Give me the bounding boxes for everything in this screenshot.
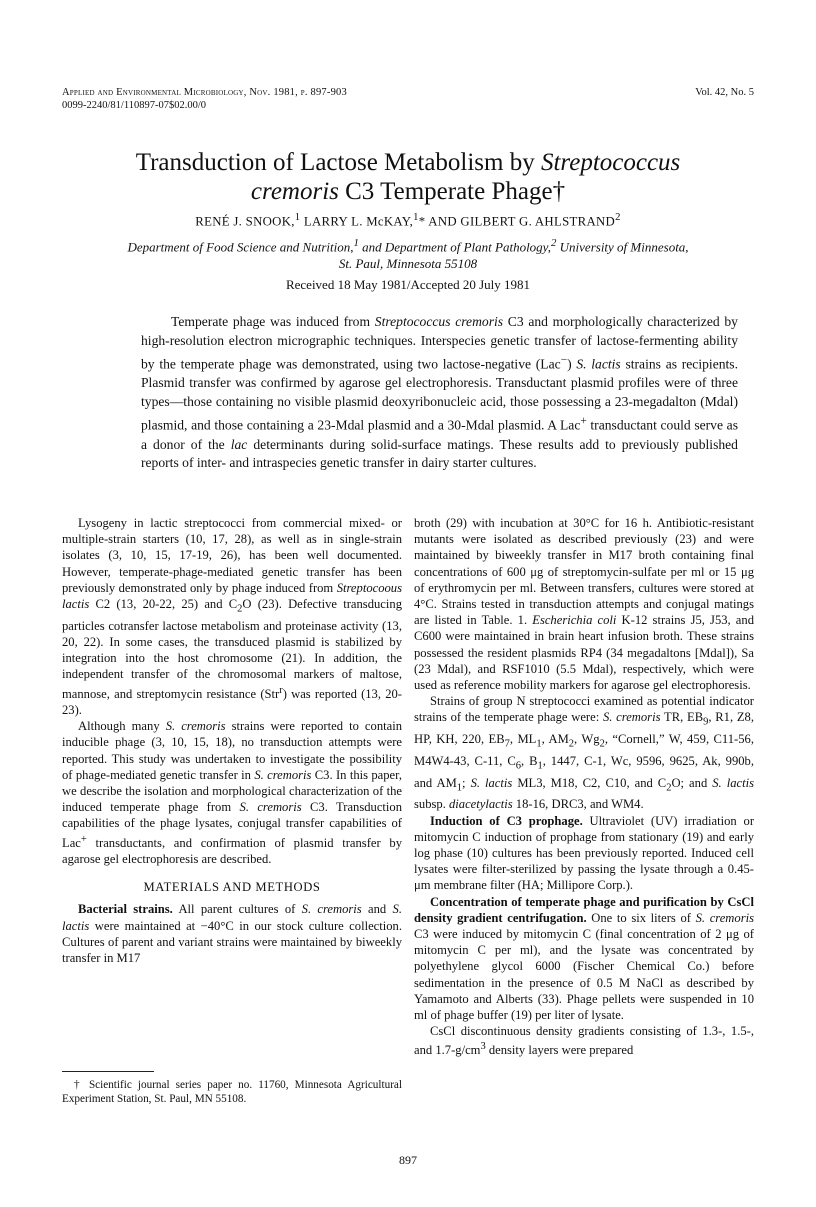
page-number: 897	[399, 1153, 417, 1167]
article-title: Transduction of Lactose Metabolism by Streptococcus cremoris C3 Temperate Phage†	[135, 149, 681, 205]
author: RENÉ J. SNOOK,	[195, 214, 295, 229]
footnote: † Scientific journal series paper no. 11760, Minnesota Agricultural Experiment Station, St. Paul, MN 55108.	[62, 1079, 402, 1105]
right-column	[414, 515, 754, 1059]
article-code: 0099-2240/81/110897-07$02.00/0	[62, 100, 206, 111]
volume-issue: Vol. 42, No. 5	[695, 87, 754, 98]
methods-paragraph: Concentration of temperate phage and purification by CsCl density gradient centrifugation. One to six liters of S. cremoris C3 were induced by mitomycin C (final concentration of 2 μg of mitomycin C per ml), and the lysate was concentrated by polyethylene glycol 6000 (Fischer Chemical Co.) before sedimentation in the presence of 0.5 M NaCl as described by Yamamoto and Alberts (33). Phage pellets were suspended in 10 ml of phage buffer (19) per liter of lysate.	[414, 894, 754, 1022]
intro-paragraph: Lysogeny in lactic streptococci from commercial mixed- or multiple-strain starters (10, 17, 28), as well as in single-strain isolates (3, 10, 15, 17-19, 26), has been well documented. However, temperate-phage-mediated genetic transfer has been previously demonstrated only by phage induced from Streptocoous lactis C2 (13, 20-22, 25) and $C_2O$ (23). Defective transducing particles cotransfer lactose metabolism and proteinase activity (13, 20, 22). In some cases, the transduced plasmid is stabilized by integration into the host chromosome (21). In addition, the independent transfer of the chromosomal markers of maltose, mannose, and streptomycin resistance (Str$^r$) was reported (13, 20-23).	[62, 516, 402, 717]
methods-paragraph: Induction of C3 prophage. Ultraviolet (UV) irradiation or mitomycin C induction of prophage from stationary (19) and early log phase (10) cultures has been previously reported. Induced cell lysates were filter-sterilized by passing the lysate through a 0.45-μm membrane filter (HA; Millipore Corp.).	[414, 813, 755, 893]
section-heading: MATERIALS AND METHODS	[143, 880, 321, 895]
footnote-rule	[62, 1071, 154, 1072]
methods-paragraph: CsCl discontinuous density gradients consisting of 1.3-, 1.5-, and $1.7-g/cm^3$ density layers were prepared	[414, 1024, 754, 1058]
methods-paragraph: Strains of group N streptococci examined as potential indicator strains of the temperate phage were: S. cremoris TR, $EB_9$, R1, Z8, HP, KH, 220, $EB_7$, $ML_1$, $AM_2$, $Wg_2$, “Cornell,” W, 459, C11-56, M4W4-43, C-11, $C_6$, $B_1$, 1447, C-1, Wc, 9596, 9625, Ak, 990b, and $AM_1$; S. lactis ML3, M18, C2, C10, and $C_2O$; and S. lactis subsp. diacetylactis 18-16, DRC3, and WM4.	[414, 694, 755, 812]
journal-citation: Applied and Environmental Microbiology, Nov. 1981, p. 897-903	[62, 87, 347, 98]
received-dates: Received 18 May 1981/Accepted 20 July 1981	[285, 277, 531, 292]
author-list: RENÉ J. SNOOK,$^1$ LARRY L. McKAY,$^1$* AND GILBERT G. AHLSTRAND$^2$	[195, 212, 621, 229]
intro-paragraph: Although many S. cremoris strains were reported to contain inducible phage (3, 10, 15, 18), no transduction attempts were reported. This study was undertaken to investigate the possibility of phage-mediated genetic transfer in S. cremoris C3. In this paper, we describe the isolation and morphological characterization of the induced temperate phage from S. cremoris C3. Transduction capabilities of the phage lysates, conjugal transfer capabilities of Lac+ transductants, and confirmation of plasmid transfer by agarose gel electrophoresis are described.	[62, 719, 403, 866]
methods-paragraph: Bacterial strains. All parent cultures of S. cremoris and S. lactis were maintained at −40°C in our stock culture collection. Cultures of parent and variant strains were maintained by biweekly transfer in M17	[62, 902, 402, 965]
author: AND GILBERT G. AHLSTRAND	[428, 214, 616, 229]
methods-paragraph: broth (29) with incubation at 30°C for 16 h. Antibiotic-resistant mutants were isolated as described previously (23) and were maintained by biweekly transfer in M17 broth containing final concentrations of 600 μg of streptomycin-sulfate per ml or 15 μg of erythromycin per ml. Between transfers, cultures were stored at 4°C. Strains tested in transduction attempts and conjugal matings are listed in Table. 1. Escherichia coli K-12 strains J5, J53, and C600 were maintained in brain heart infusion broth. These strains possessed the resident plasmids RP4 (34 megadaltons [Mdal]), Sa (23 Mdal), and RSF1010 (5.5 Mdal), respectively, which were used as reference mobility markers for agarose gel electrophoresis.	[414, 516, 754, 693]
author: LARRY L. McKAY,	[303, 214, 414, 229]
affiliations: Department of Food Science and Nutrition,$^1$ and Department of Plant Pathology,$^2$ University of Minnesota, St. Paul, Minnesota 55108	[127, 237, 689, 272]
abstract: Temperate phage was induced from Streptococcus cremoris C3 and morphologically characterized by high-resolution electron micrographic techniques. Interspecies genetic transfer of lactose-fermenting ability by the temperate phage was demonstrated, using two lactose-negative (Lac−) S. lactis strains as recipients. Plasmid transfer was confirmed by agarose gel electrophoresis. Transductant plasmid profiles were of three types—those containing no visible plasmid deoxyribonucleic acid, those possessing a 23-megadalton (Mdal) plasmid, and those containing a 23-Mdal plasmid and a 30-Mdal plasmid. A Lac+ transductant could serve as a donor of the lac determinants during solid-surface matings. These results add to previously published reports of inter- and intraspecies genetic transfer in dairy starter cultures.	[141, 314, 738, 471]
left-column	[62, 515, 402, 966]
